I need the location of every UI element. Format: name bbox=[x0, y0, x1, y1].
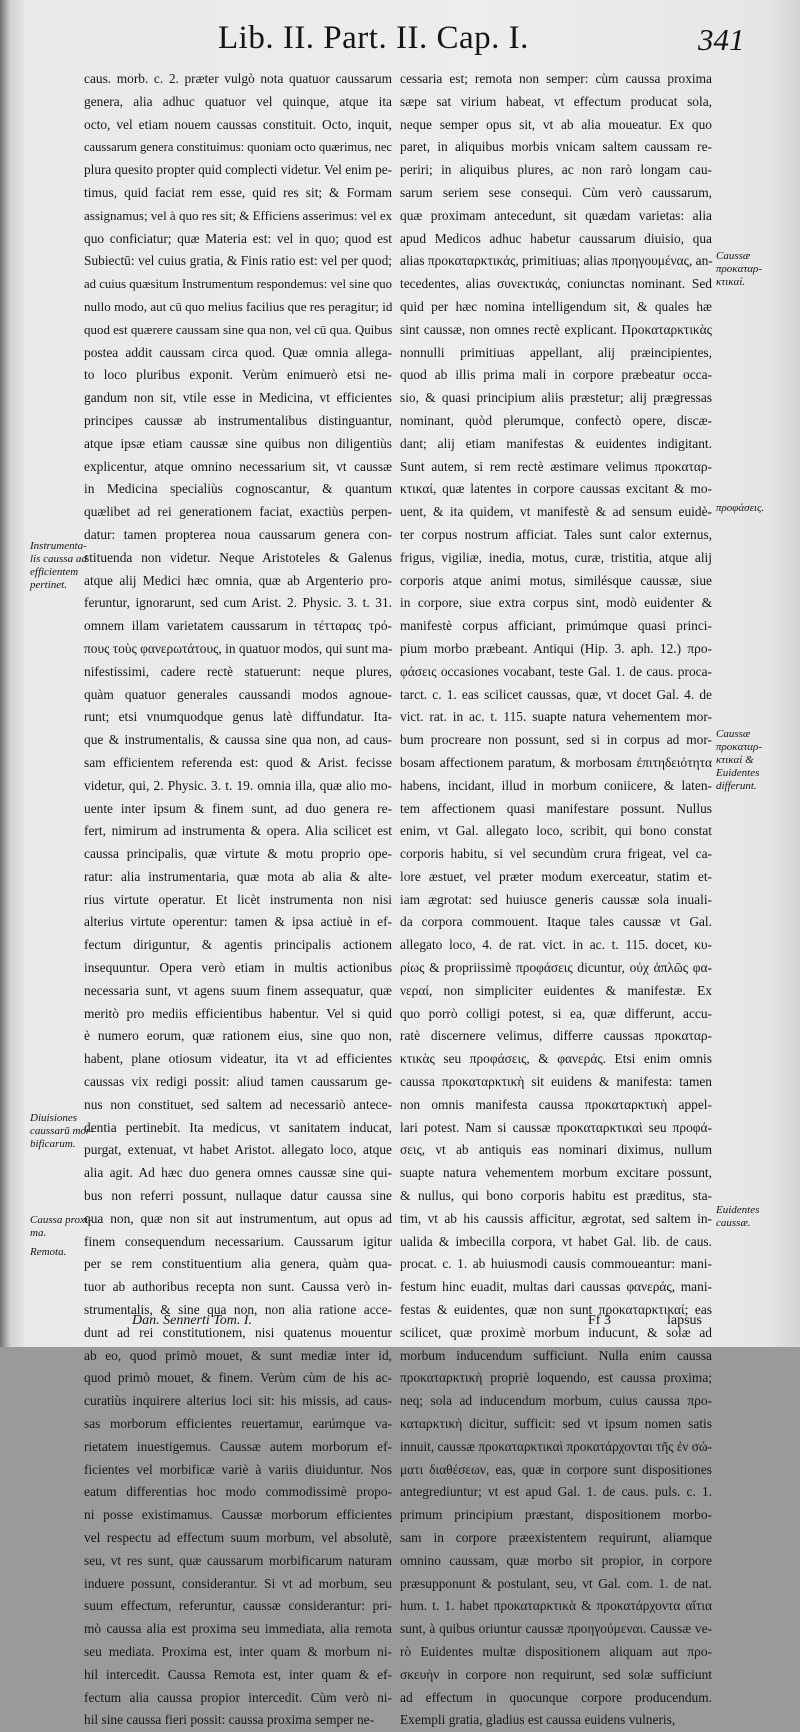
text-line: insequuntur. Opera verò etiam in multis actionibus bbox=[84, 960, 392, 976]
text-line: da corpora commouent. Itaque tales caussæ vt Gal. bbox=[400, 914, 712, 930]
text-line: manifestè corpus afficiant, primúmque quasi princi- bbox=[400, 618, 712, 634]
text-line: hil sine caussa fieri possit: caussa proxima semper ne- bbox=[84, 1712, 375, 1728]
text-line: eatum differentias hoc modo commodissimè propo- bbox=[84, 1484, 392, 1500]
text-line: vel respectu ad effectum suum morbum, vel absolutè, bbox=[84, 1530, 392, 1545]
text-line: per se rem constituentium alia genera, quàm qua- bbox=[84, 1256, 392, 1272]
text-line: bum procreare non possunt, sed si in corpus ad mor- bbox=[400, 732, 712, 748]
text-line: pium morbo præbeant. Antiqui (Hip. 3. aph. 12.) προ- bbox=[400, 640, 712, 656]
margin-note-line: προφάσεις. bbox=[716, 502, 765, 514]
text-line: allegato loco, 4. de rat. vict. in ac. t. 115. docet, κυ- bbox=[400, 937, 712, 953]
text-line: festum hinc euadit, multas dari caussas φανεράς, mani- bbox=[400, 1279, 712, 1295]
margin-note-line: Remota. bbox=[30, 1246, 67, 1258]
text-line: que & instrumentalis, & caussa sine qua non, ad caus- bbox=[84, 732, 392, 748]
text-line: quo conficiatur; quæ Materia est: vel in quo; quod est bbox=[84, 230, 392, 246]
margin-note-line: κτικαί. bbox=[716, 276, 746, 288]
text-line: sæpe sat virium habeat, vt effectum producat sola, bbox=[400, 93, 712, 109]
text-line: fert, nimirum ad instrumenta & opera. Alia scilicet est bbox=[84, 823, 392, 839]
text-line: fectum diriguntur, & agentis principalis actionem bbox=[84, 937, 392, 953]
running-head: Lib. II. Part. II. Cap. I. bbox=[218, 20, 529, 56]
text-line: dentia pertinebit. Ita medicus, vt sanitatem inducat, bbox=[84, 1119, 392, 1135]
margin-note-line: προκαταρ- bbox=[716, 741, 762, 753]
text-line: rò Euidentes multæ dispositionem aliquam aut προ- bbox=[400, 1643, 712, 1659]
text-line: ni posse existimamus. Caussæ morborum efficientes bbox=[84, 1507, 392, 1523]
text-line: corporis atque animi motus, similésque caussæ, siue bbox=[400, 572, 712, 588]
page-header bbox=[0, 18, 800, 64]
text-line: paret, in aliquibus morbis vnicam saltem caussam re- bbox=[400, 139, 712, 155]
text-line: enim, vt Gal. allegato loco, scribit, qui bono constat bbox=[400, 823, 712, 839]
text-line: bus non referri possunt, nullaque datur caussa sine bbox=[84, 1188, 392, 1204]
margin-note-line: pertinet. bbox=[30, 579, 67, 591]
page-footer bbox=[0, 1313, 800, 1343]
text-line: ματι διαθέσεων, eas, quæ in corpore sunt dispositiones bbox=[400, 1461, 712, 1477]
text-line: non omnis manifesta caussa προκαταρκτικὴ appel- bbox=[400, 1096, 712, 1112]
margin-note-differunt bbox=[716, 728, 762, 793]
margin-note-divisiones bbox=[30, 1112, 94, 1151]
margin-note-line: lis caussa ad bbox=[30, 553, 87, 565]
text-line: ab eo, quod primò mouet, & sunt mediæ inter id, bbox=[84, 1347, 392, 1363]
text-line: nominant, quòd plerumque, confectò opere, discæ- bbox=[400, 412, 712, 428]
margin-note-line: Caussa proxi- bbox=[30, 1214, 92, 1226]
right-text-column bbox=[400, 68, 712, 1732]
text-line: σκευὴν in corpore non requirunt, sed solæ sufficiunt bbox=[400, 1666, 712, 1682]
author-volume-line: Dan. Sennerti Tom. I. bbox=[132, 1313, 253, 1328]
text-line: to loco pluribus exponit. Verùm enimuerò etsi ne- bbox=[84, 367, 392, 383]
text-line: periri; in aliquibus plures, ac non rarò longam cau- bbox=[400, 162, 712, 178]
margin-note-remota bbox=[30, 1246, 66, 1259]
margin-note-line: differunt. bbox=[716, 780, 757, 792]
margin-note-proxima bbox=[30, 1214, 92, 1240]
text-line: apud Medicos adhuc habetur caussarum diuisio, qua bbox=[400, 230, 712, 246]
text-line: atque alij Medici hæc omnia, quæ ab Argenterio pro- bbox=[84, 572, 392, 588]
margin-note-line: caussarū mor- bbox=[30, 1125, 94, 1137]
text-line: habens, incidant, illud in morbum coniicere, & laten- bbox=[400, 777, 712, 793]
text-line: plura quesito propter quid complecti videtur. Vel enim pe- bbox=[84, 162, 393, 178]
margin-note-line: Euidentes bbox=[716, 1204, 760, 1216]
text-line: Sunt autem, si rem rectè æstimare velimus προκαταρ- bbox=[400, 458, 712, 474]
text-line: sio, & quasi principium aliis præstetur; alij prægressas bbox=[400, 390, 712, 406]
text-line: principes caussæ ab instrumentalibus distinguantur, bbox=[84, 412, 392, 428]
text-line: tim, vt ab his caussis afficitur, ægrotat, sed saltem in- bbox=[400, 1210, 712, 1226]
text-line: curatiùs inquirere alterius loci sit: his missis, ad caus- bbox=[84, 1393, 392, 1409]
text-line: in Medicina specialiùs cognoscantur, & quantum bbox=[84, 481, 392, 497]
text-line: quid per hæc nomina intelligendum sit, & quales hæ bbox=[400, 298, 712, 314]
text-line: festas & euidentes, quæ non sunt προκαταρκτικαί; eas bbox=[400, 1302, 712, 1318]
text-line: purgat, extenuat, vt habet Aristot. allegato loco, atque bbox=[84, 1142, 392, 1158]
text-line: corporis habitu, si vel secundùm crura frigeat, vel ca- bbox=[400, 846, 712, 862]
text-line: necessaria sunt, vt agens suum finem assequatur, quæ bbox=[84, 982, 392, 998]
text-line: postea addit caussam circa quod. Quæ omnia allega- bbox=[84, 344, 392, 360]
margin-note-line: bificarum. bbox=[30, 1138, 76, 1150]
text-line: ad effectum in quocunque corpore producendum. bbox=[400, 1689, 712, 1705]
text-line: alterius virtute operentur: tamen & ipsa actiuè in ef- bbox=[84, 914, 392, 930]
text-line: κτικαί, quæ latentes in corpore caussas excitant & mo- bbox=[400, 481, 712, 497]
margin-note-line: Diuisiones bbox=[30, 1112, 78, 1124]
text-line: caus. morb. c. 2. præter vulgò nota quatuor caussarum bbox=[84, 71, 392, 86]
margin-note-line: Euidentes bbox=[716, 767, 760, 779]
text-line: quo porrò colligi potest, si ea, quæ differunt, accu- bbox=[400, 1005, 712, 1021]
text-line: strumentalis, & sine qua non, non alia ratione acce- bbox=[84, 1302, 392, 1318]
text-line: tuor ab authoribus recepta non sunt. Caussa verò in- bbox=[84, 1279, 392, 1295]
text-line: suapte natura vehementem morbum excitare possunt, bbox=[400, 1165, 712, 1181]
margin-note-instrumentalis bbox=[30, 540, 87, 592]
margin-note-line: ma. bbox=[30, 1227, 47, 1239]
text-line: & nullus, qui bono corporis habitu est præditus, sta- bbox=[400, 1188, 712, 1204]
text-line: dant; alij etiam manifestas & euidentes indigitant. bbox=[400, 435, 712, 451]
text-line: iam ægrotat: sed huiusce generis caussæ sola inuali- bbox=[400, 891, 712, 907]
margin-note-procatarcticae bbox=[716, 250, 762, 289]
text-line: προκαταρκτικὴ propriè loquendo, est caussa proxima; bbox=[400, 1370, 712, 1386]
text-line: explicentur, atque omnino necessarium sit, vt caussæ bbox=[84, 458, 392, 474]
text-line: sunt, à quibus oriuntur caussæ προηγούμεναι. Caussæ ve- bbox=[400, 1621, 712, 1637]
text-line: caussarum genera constituimus: quoniam octo quærimus, nec bbox=[84, 140, 392, 155]
text-line: assignamus; vel à quo res sit; & Efficiens asserimus: vel ex bbox=[84, 207, 393, 223]
text-line: πους τοὺς φανερωτάτους, in quatuor modos, qui sunt ma- bbox=[84, 640, 393, 656]
text-line: καταρκτικὴ dicitur, sufficit: sed vt ipsum nomen satis bbox=[400, 1416, 712, 1432]
text-line: uente inter ipsum & finem sunt, ad duo genera re- bbox=[84, 800, 392, 816]
text-line: lore æstuet, vel præter modum exerceatur, statim et- bbox=[400, 868, 712, 884]
text-line: neque semper opus sit, vt ab alia moueatur. Ex quo bbox=[400, 116, 712, 132]
text-line: κτικὰς seu προφάσεις, & φανεράς. Etsi enim omnis bbox=[400, 1051, 712, 1067]
text-line: Subiectū: vel cuius gratia, & Finis ratio est: vel per quod; bbox=[84, 253, 392, 269]
text-line: frigus, vigiliæ, inedia, motus, curæ, tristitia, atque alij bbox=[400, 549, 712, 565]
text-line: tecedentes, alias συνεκτικάς, coniunctas nominant. Sed bbox=[400, 276, 712, 292]
text-line: quàm quatuor generales caussandi modos agnoue- bbox=[84, 686, 392, 702]
text-line: ratè discernere velimus, differre caussas προκαταρ- bbox=[400, 1028, 712, 1044]
text-line: sint caussæ, non omnes rectè explicant. Προκαταρκτικὰς bbox=[400, 321, 712, 337]
text-line: ficientes vel morbificæ variè à variis diuiduntur. Nos bbox=[84, 1461, 392, 1477]
text-line: fectum alia caussa propior intercedit. Cùm verò ni- bbox=[84, 1689, 392, 1705]
margin-note-line: Caussæ bbox=[716, 728, 751, 740]
text-line: præsupponunt & postulant, seu, vt Gal. com. 1. de nat. bbox=[400, 1575, 712, 1591]
text-line: uent, & ita quidem, vt manifestè & ad sensum euidè- bbox=[400, 504, 712, 520]
text-line: morbum inducendum sufficiunt. Nulla enim caussa bbox=[400, 1347, 712, 1363]
catchword: lapsus bbox=[667, 1313, 702, 1328]
text-line: quod est quærere caussam sine qua non, vel cū qua. Quibus bbox=[84, 321, 393, 337]
text-line: hil intercedit. Caussa Remota est, inter quam & ef- bbox=[84, 1666, 392, 1682]
text-line: omnem illam varietatem caussarum in τέτταρας τρό- bbox=[84, 618, 392, 634]
text-line: atque ipsæ etiam caussæ sine quibus non diligentiùs bbox=[84, 435, 392, 451]
margin-note-euidentes bbox=[716, 1204, 759, 1230]
margin-note-line: προκαταρ- bbox=[716, 263, 762, 275]
text-line: lari potest. Nam si caussæ προκαταρκτικαὶ seu προφά- bbox=[400, 1119, 712, 1135]
text-line: vict. rat. in ac. t. 115. suapte natura vehementem mor- bbox=[400, 709, 712, 725]
text-line: ratur: alia instrumentaria, quæ mota ab alia & alte- bbox=[84, 868, 392, 884]
text-line: caussa προκαταρκτικὴ sit euidens & manifesta: tamen bbox=[400, 1074, 712, 1090]
signature-mark: Ff 3 bbox=[588, 1313, 611, 1328]
text-line: ad cuius quæsitum Instrumentum respondemus: vel sine quo bbox=[84, 277, 392, 292]
page-number: 341 bbox=[698, 22, 745, 57]
text-line: neq; sola ad inducendum morbum, cuius caussa προ- bbox=[400, 1393, 712, 1409]
margin-note-line: Caussæ bbox=[716, 250, 751, 262]
text-line: in corpore, siue extra corpus sint, modò euidenter & bbox=[400, 595, 712, 611]
text-line: alia agit. Ad hæc duo genera omnes caussæ sine qui- bbox=[84, 1165, 392, 1181]
text-line: runt; etsi vnumquodque genus latè diffundatur. Ita- bbox=[84, 709, 392, 725]
text-line: cessaria est; remota non semper: cùm caussa proxima bbox=[400, 71, 712, 86]
text-line: omnino caussam, quæ morbo sit propior, in corpore bbox=[400, 1552, 712, 1568]
margin-note-prophaseis bbox=[716, 502, 764, 515]
text-line: quælibet ad rei generationem faciat, exactiùs perpen- bbox=[84, 504, 392, 520]
text-line: meritò pro mediis efficientibus habentur. Vel si quid bbox=[84, 1005, 392, 1021]
text-line: sam efficientem referenda est: quod & Arist. fecisse bbox=[84, 754, 392, 770]
left-text-column bbox=[84, 68, 392, 1732]
text-line: ter corpus nostrum afficiat. Tales sunt calor externus, bbox=[400, 526, 712, 542]
text-line: nonnulli primitiuas appellant, alij præincipientes, bbox=[400, 344, 712, 360]
text-line: caussa principalis, quæ virtute & motu proprio ope- bbox=[84, 846, 392, 862]
text-line: nullo modo, aut cū quo melius facilius que res peragitur; id bbox=[84, 298, 393, 314]
text-line: sas morborum efficientes reuertamur, earúmque va- bbox=[84, 1416, 392, 1432]
margin-note-line: efficientem bbox=[30, 566, 79, 578]
text-line: hum. t. 1. habet προκαταρκτικὰ & προκατάρχοντα αἴτια bbox=[400, 1598, 712, 1614]
text-line: habent, plane otiosum videatur, ita vt ad efficientes bbox=[84, 1051, 392, 1067]
text-line: rius virtute operatur. Et licèt instrumenta non nisi bbox=[84, 891, 392, 907]
text-line: tarct. c. 1. eas scilicet caussas, quæ, vt docet Gal. 4. de bbox=[400, 686, 712, 702]
margin-note-line: caussæ. bbox=[716, 1217, 751, 1229]
text-line: quod primò mouet, & finem. Verùm cùm de his ac- bbox=[84, 1370, 392, 1386]
margin-note-line: κτικαὶ & bbox=[716, 754, 754, 766]
text-line: alias προκαταρκτικάς, primitiuas; alias προηγουμένας, an- bbox=[400, 253, 713, 269]
text-line: suum effectum, referuntur, caussæ considerantur: pri- bbox=[84, 1598, 392, 1614]
text-line: tem affectionem quasi manifestare possunt. Nullus bbox=[400, 800, 712, 816]
text-line: gandum non sit, vtile esse in Medicina, vt efficientes bbox=[84, 390, 392, 406]
text-line: videtur, qui, 2. Physic. 3. t. 19. omnia illa, quæ alio mo- bbox=[84, 777, 392, 793]
text-line: mò caussa alia est proxima seu immediata, alia remota bbox=[84, 1621, 392, 1637]
text-line: quæ proximam antecedunt, sit quædam varietas: alia bbox=[400, 207, 712, 223]
text-line: sam in corpore præexistentem requirunt, aliamque bbox=[400, 1530, 712, 1545]
text-line: primum principium præstant, dispositionem morbo- bbox=[400, 1507, 712, 1523]
text-line: genera, alia adhuc quatuor vel quinque, atque ita bbox=[84, 93, 392, 109]
text-line: qua non, quæ non sit aut instrumentum, aut opus ad bbox=[84, 1210, 392, 1226]
text-line: procat. c. 1. ab huiusmodi causis commoueantur: mani- bbox=[400, 1256, 712, 1272]
text-line: è numero eorum, quæ rationem eius, sine quo non, bbox=[84, 1028, 392, 1044]
text-line: seu mediata. Proxima est, inter quam & morbum ni- bbox=[84, 1643, 392, 1659]
text-line: scilicet, quæ proximè morbum inducunt, & solæ ad bbox=[400, 1324, 712, 1340]
text-line: nus non constituet, sed saltem ad necessariò antece- bbox=[84, 1096, 392, 1112]
text-line: dunt ad rei constitutionem, nisi quatenus mouentur bbox=[84, 1324, 392, 1340]
text-line: finem consequendum necessarium. Caussarum igitur bbox=[84, 1233, 392, 1249]
text-line: quod ab illis prima mali in corpore præbeatur occa- bbox=[400, 367, 712, 383]
text-line: νεραί, non simpliciter euidentes & manifestæ. Ex bbox=[400, 982, 712, 998]
text-line: innuit, caussæ προκαταρκτικαὶ προκατάρχονται τῆς ἐν σώ- bbox=[400, 1438, 712, 1454]
margin-note-line: Instrumenta- bbox=[30, 540, 87, 552]
text-line: caussas vix redigi possit: aliud tamen caussarum ge- bbox=[84, 1074, 392, 1090]
text-line: seu, vt res sunt, quæ caussarum morbificarum naturam bbox=[84, 1552, 392, 1568]
text-line: bosam affectionem paratum, & morbosam ἐπιτηδειότητα bbox=[400, 754, 712, 770]
text-line: sarum seriem sese consequi. Cùm verò caussarum, bbox=[400, 184, 712, 200]
text-line: feruntur, ignorarunt, sed cum Arist. 2. Physic. 3. t. 31. bbox=[84, 595, 392, 611]
text-line: σεις, vt ab antiquis eas nominari diximus, nullum bbox=[400, 1142, 712, 1158]
text-line: induere possunt, considerantur. Si vt ad morbum, seu bbox=[84, 1575, 392, 1591]
text-line: Exempli gratia, gladius est caussa euidens vulneris, bbox=[400, 1712, 676, 1728]
text-line: stituenda non videtur. Neque Aristoteles & Galenus bbox=[84, 549, 392, 565]
text-line: ρίως & propriissimè προφάσεις dicuntur, οὐχ ἁπλῶς φα- bbox=[400, 960, 712, 976]
text-line: ualida & imbecilla corpora, vt habet Gal. lib. de caus. bbox=[400, 1233, 712, 1249]
text-line: φάσεις occasiones vocabant, teste Gal. 1. de caus. proca- bbox=[400, 663, 712, 679]
text-line: octo, vel etiam nouem caussas constituit. Octo, inquit, bbox=[84, 116, 392, 132]
text-line: antegrediuntur; vt est apud Gal. 1. de caus. puls. c. 1. bbox=[400, 1484, 712, 1500]
text-line: datur: tamen propterea noua caussarum genera con- bbox=[84, 526, 392, 542]
text-line: nifestissimi, cadere rectè statuerunt: neque plures, bbox=[84, 663, 392, 679]
text-line: timus, quid faciat rem esse, quid res sit; & Formam bbox=[84, 184, 392, 200]
text-line: rietatem inuestigemus. Caussæ autem morborum ef- bbox=[84, 1438, 392, 1454]
